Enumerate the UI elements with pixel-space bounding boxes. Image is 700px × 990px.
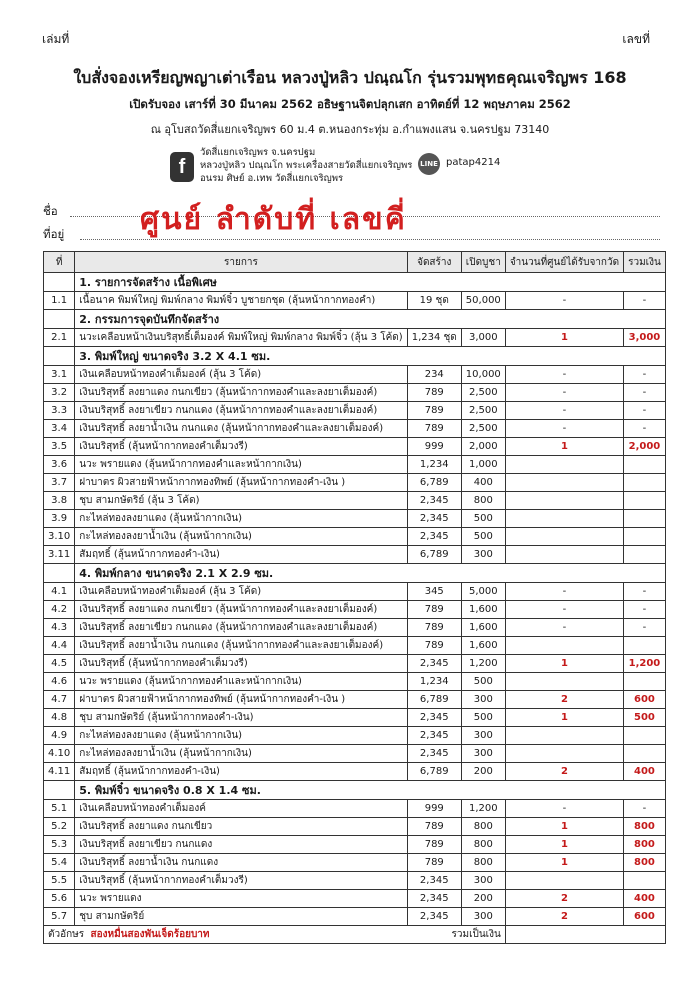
table-row bbox=[44, 854, 666, 872]
row-item: กะไหล่ทองลงยาน้ำเงิน (ลุ้นหน้ากากเงิน) bbox=[75, 528, 407, 546]
row-qty[interactable]: - bbox=[505, 583, 623, 601]
table-row bbox=[44, 528, 666, 546]
row-price: 3,000 bbox=[461, 329, 505, 347]
row-item: เงินบริสุทธิ์ ลงยาเขียว กนกแดง bbox=[75, 836, 407, 854]
table-row bbox=[44, 438, 666, 456]
row-item: สัมฤทธิ์ (ลุ้นหน้ากากทองคำ-เงิน) bbox=[75, 763, 407, 781]
facebook-line: หลวงปู่หลิว ปณฺณโก พระเครื่องสายวัดสี่แยกเจริญพร bbox=[200, 160, 413, 171]
table-row bbox=[44, 691, 666, 709]
row-no: 1.1 bbox=[44, 292, 75, 310]
row-price: 200 bbox=[461, 890, 505, 908]
row-price: 2,500 bbox=[461, 420, 505, 438]
row-price: 500 bbox=[461, 673, 505, 691]
col-no-header: ที่ bbox=[44, 252, 75, 273]
section-spacer bbox=[44, 564, 75, 583]
order-table bbox=[43, 251, 666, 944]
row-price: 1,600 bbox=[461, 619, 505, 637]
row-total[interactable] bbox=[624, 637, 666, 655]
book-number-label: เล่มที่ bbox=[42, 32, 70, 46]
row-total[interactable]: 2,000 bbox=[624, 438, 666, 456]
table-row bbox=[44, 292, 666, 310]
table-row bbox=[44, 366, 666, 384]
row-total[interactable] bbox=[624, 528, 666, 546]
row-total[interactable]: - bbox=[624, 583, 666, 601]
table-row bbox=[44, 872, 666, 890]
row-total[interactable] bbox=[624, 510, 666, 528]
row-made: 789 bbox=[407, 384, 461, 402]
row-qty[interactable]: - bbox=[505, 619, 623, 637]
section-spacer bbox=[44, 347, 75, 366]
col-qty-header: จำนวนที่ศูนย์ได้รับจากวัด bbox=[505, 252, 623, 273]
row-total[interactable] bbox=[624, 727, 666, 745]
row-price: 2,500 bbox=[461, 402, 505, 420]
row-price: 50,000 bbox=[461, 292, 505, 310]
row-qty[interactable]: - bbox=[505, 366, 623, 384]
row-total[interactable] bbox=[624, 492, 666, 510]
table-row bbox=[44, 818, 666, 836]
section-spacer bbox=[44, 310, 75, 329]
row-price: 300 bbox=[461, 872, 505, 890]
row-item: เงินบริสุทธิ์ ลงยาแดง กนกเขียว (ลุ้นหน้ากากทองคำและลงยาเต็มองค์) bbox=[75, 601, 407, 619]
row-price: 300 bbox=[461, 908, 505, 926]
row-no: 4.11 bbox=[44, 763, 75, 781]
row-qty[interactable]: - bbox=[505, 800, 623, 818]
row-total[interactable]: 800 bbox=[624, 818, 666, 836]
row-no: 4.6 bbox=[44, 673, 75, 691]
row-made: 2,345 bbox=[407, 510, 461, 528]
row-item: สัมฤทธิ์ (ลุ้นหน้ากากทองคำ-เงิน) bbox=[75, 546, 407, 564]
row-price: 1,200 bbox=[461, 800, 505, 818]
row-made: 2,345 bbox=[407, 745, 461, 763]
row-item: นวะ พรายแดง bbox=[75, 890, 407, 908]
row-qty[interactable]: - bbox=[505, 384, 623, 402]
row-made: 2,345 bbox=[407, 655, 461, 673]
row-made: 789 bbox=[407, 420, 461, 438]
row-made: 2,345 bbox=[407, 727, 461, 745]
row-price: 800 bbox=[461, 854, 505, 872]
row-qty[interactable] bbox=[505, 492, 623, 510]
row-qty[interactable]: 1 bbox=[505, 854, 623, 872]
row-total[interactable]: - bbox=[624, 292, 666, 310]
table-row bbox=[44, 510, 666, 528]
row-qty[interactable] bbox=[505, 637, 623, 655]
name-label: ชื่อ bbox=[43, 204, 58, 218]
section-row bbox=[44, 273, 666, 292]
letters-value: สองหมื่นสองพันเจ็ดร้อยบาท bbox=[90, 929, 210, 940]
row-no: 4.3 bbox=[44, 619, 75, 637]
row-item: นวะ พรายแดง (ลุ้นหน้ากากทองคำและหน้ากากเงิน) bbox=[75, 673, 407, 691]
total-label: รวมเป็นเงิน bbox=[451, 929, 501, 940]
row-qty[interactable]: - bbox=[505, 601, 623, 619]
row-no: 4.10 bbox=[44, 745, 75, 763]
row-item: เงินบริสุทธิ์ ลงยาน้ำเงิน กนกแดง (ลุ้นหน้ากากทองคำและลงยาเต็มองค์) bbox=[75, 420, 407, 438]
row-qty[interactable]: 1 bbox=[505, 438, 623, 456]
address-label: ที่อยู่ bbox=[43, 227, 65, 241]
table-row bbox=[44, 655, 666, 673]
total-value[interactable] bbox=[505, 926, 665, 944]
line-id: patap4214 bbox=[446, 157, 501, 168]
row-made: 2,345 bbox=[407, 709, 461, 727]
row-no: 3.2 bbox=[44, 384, 75, 402]
row-item: เงินบริสุทธิ์ ลงยาน้ำเงิน กนกแดง bbox=[75, 854, 407, 872]
row-price: 300 bbox=[461, 727, 505, 745]
row-item: กะไหล่ทองลงยาแดง (ลุ้นหน้ากากเงิน) bbox=[75, 510, 407, 528]
row-made: 789 bbox=[407, 836, 461, 854]
row-total[interactable]: - bbox=[624, 601, 666, 619]
row-made: 789 bbox=[407, 818, 461, 836]
address-subtitle: ณ อุโบสถวัดสี่แยกเจริญพร 60 ม.4 ต.หนองกระทุ่ม อ.กำแพงแสน จ.นครปฐม 73140 bbox=[150, 123, 550, 136]
row-no: 4.7 bbox=[44, 691, 75, 709]
row-no: 3.11 bbox=[44, 546, 75, 564]
table-row bbox=[44, 601, 666, 619]
row-qty[interactable] bbox=[505, 456, 623, 474]
row-total[interactable] bbox=[624, 673, 666, 691]
row-price: 200 bbox=[461, 763, 505, 781]
row-total[interactable]: 800 bbox=[624, 854, 666, 872]
row-price: 2,000 bbox=[461, 438, 505, 456]
row-item: เนื้อนาค พิมพ์ใหญ่ พิมพ์กลาง พิมพ์จิ๋ว บูชายกชุด (ลุ้นหน้ากากทองคำ) bbox=[75, 292, 407, 310]
row-price: 500 bbox=[461, 510, 505, 528]
letters-label: ตัวอักษร bbox=[48, 929, 85, 940]
table-row bbox=[44, 709, 666, 727]
row-qty[interactable] bbox=[505, 673, 623, 691]
red-stamp: ศูนย์ ลำดับที่ เลขคี่ bbox=[140, 202, 407, 237]
row-made: 6,789 bbox=[407, 474, 461, 492]
table-row bbox=[44, 492, 666, 510]
row-qty[interactable]: 1 bbox=[505, 655, 623, 673]
row-item: นวะ พรายแดง (ลุ้นหน้ากากทองคำและหน้ากากเงิน) bbox=[75, 456, 407, 474]
row-made: 1,234 bbox=[407, 456, 461, 474]
row-no: 3.10 bbox=[44, 528, 75, 546]
row-item: ฝาบาตร ผิวสายฟ้าหน้ากากทองทิพย์ (ลุ้นหน้ากากทองคำ-เงิน ) bbox=[75, 691, 407, 709]
row-total[interactable]: 3,000 bbox=[624, 329, 666, 347]
table-row bbox=[44, 745, 666, 763]
row-price: 800 bbox=[461, 492, 505, 510]
facebook-text bbox=[200, 146, 412, 185]
row-no: 3.4 bbox=[44, 420, 75, 438]
row-made: 6,789 bbox=[407, 546, 461, 564]
facebook-line: วัดสี่แยกเจริญพร จ.นครปฐม bbox=[200, 147, 316, 158]
row-total[interactable]: 500 bbox=[624, 709, 666, 727]
section-row bbox=[44, 781, 666, 800]
row-qty[interactable]: - bbox=[505, 402, 623, 420]
row-made: 999 bbox=[407, 438, 461, 456]
col-price-header: เปิดบูชา bbox=[461, 252, 505, 273]
row-no: 5.2 bbox=[44, 818, 75, 836]
col-total-header: รวมเงิน bbox=[624, 252, 666, 273]
row-item: เงินเคลือบหน้าทองคำเต็มองค์ (ลุ้น 3 โค้ด) bbox=[75, 583, 407, 601]
row-price: 10,000 bbox=[461, 366, 505, 384]
row-made: 789 bbox=[407, 402, 461, 420]
table-row bbox=[44, 800, 666, 818]
row-price: 1,200 bbox=[461, 655, 505, 673]
table-row bbox=[44, 763, 666, 781]
row-item: ชุบ สามกษัตริย์ (ลุ้น 3 โค้ด) bbox=[75, 492, 407, 510]
row-total[interactable] bbox=[624, 546, 666, 564]
row-qty[interactable]: - bbox=[505, 420, 623, 438]
col-made-header: จัดสร้าง bbox=[407, 252, 461, 273]
row-qty[interactable]: 2 bbox=[505, 763, 623, 781]
row-qty[interactable]: 1 bbox=[505, 329, 623, 347]
section-spacer bbox=[44, 781, 75, 800]
row-no: 3.8 bbox=[44, 492, 75, 510]
amount-in-words bbox=[44, 926, 506, 944]
dates-subtitle: เปิดรับจอง เสาร์ที่ 30 มีนาคม 2562 อธิษฐานจิตปลุกเสก อาทิตย์ที่ 12 พฤษภาคม 2562 bbox=[129, 97, 571, 111]
row-qty[interactable]: 2 bbox=[505, 691, 623, 709]
row-item: เงินเคลือบหน้าทองคำเต็มองค์ bbox=[75, 800, 407, 818]
row-item: ชุบ สามกษัตริย์ bbox=[75, 908, 407, 926]
row-qty[interactable]: 1 bbox=[505, 836, 623, 854]
table-row bbox=[44, 456, 666, 474]
row-total[interactable]: - bbox=[624, 800, 666, 818]
table-row bbox=[44, 637, 666, 655]
row-price: 1,000 bbox=[461, 456, 505, 474]
row-no: 3.5 bbox=[44, 438, 75, 456]
table-row bbox=[44, 402, 666, 420]
row-total[interactable]: 400 bbox=[624, 890, 666, 908]
row-made: 2,345 bbox=[407, 872, 461, 890]
table-header-row bbox=[44, 252, 666, 273]
row-price: 1,600 bbox=[461, 637, 505, 655]
row-no: 5.6 bbox=[44, 890, 75, 908]
table-footer-row bbox=[44, 926, 666, 944]
table-row bbox=[44, 420, 666, 438]
row-qty[interactable] bbox=[505, 727, 623, 745]
row-made: 1,234 bbox=[407, 673, 461, 691]
row-made: 2,345 bbox=[407, 492, 461, 510]
row-no: 2.1 bbox=[44, 329, 75, 347]
table-body bbox=[44, 273, 666, 926]
row-no: 4.5 bbox=[44, 655, 75, 673]
section-row bbox=[44, 310, 666, 329]
row-total[interactable]: 600 bbox=[624, 691, 666, 709]
row-total[interactable] bbox=[624, 474, 666, 492]
row-total[interactable]: - bbox=[624, 384, 666, 402]
row-made: 6,789 bbox=[407, 763, 461, 781]
row-total[interactable]: - bbox=[624, 402, 666, 420]
section-label: 3. พิมพ์ใหญ่ ขนาดจริง 3.2 X 4.1 ซม. bbox=[75, 347, 666, 366]
line-app-icon: LINE bbox=[418, 153, 440, 175]
section-label: 1. รายการจัดสร้าง เนื้อพิเศษ bbox=[75, 273, 666, 292]
row-qty[interactable]: - bbox=[505, 292, 623, 310]
facebook-icon: f bbox=[170, 152, 194, 182]
row-item: เงินบริสุทธิ์ ลงยาน้ำเงิน กนกแดง (ลุ้นหน้ากากทองคำและลงยาเต็มองค์) bbox=[75, 637, 407, 655]
section-label: 4. พิมพ์กลาง ขนาดจริง 2.1 X 2.9 ซม. bbox=[75, 564, 666, 583]
serial-number-label: เลขที่ bbox=[622, 32, 650, 46]
section-spacer bbox=[44, 273, 75, 292]
row-qty[interactable] bbox=[505, 745, 623, 763]
row-total[interactable]: 400 bbox=[624, 763, 666, 781]
row-no: 5.3 bbox=[44, 836, 75, 854]
row-item: เงินเคลือบหน้าทองคำเต็มองค์ (ลุ้น 3 โค้ด) bbox=[75, 366, 407, 384]
row-qty[interactable] bbox=[505, 510, 623, 528]
row-qty[interactable] bbox=[505, 872, 623, 890]
row-total[interactable]: 1,200 bbox=[624, 655, 666, 673]
row-no: 3.9 bbox=[44, 510, 75, 528]
row-item: เงินบริสุทธิ์ (ลุ้นหน้ากากทองคำเต็มวงรี) bbox=[75, 872, 407, 890]
table-row bbox=[44, 329, 666, 347]
row-price: 300 bbox=[461, 745, 505, 763]
row-qty[interactable] bbox=[505, 474, 623, 492]
row-made: 2,345 bbox=[407, 908, 461, 926]
row-qty[interactable]: 1 bbox=[505, 709, 623, 727]
row-made: 789 bbox=[407, 619, 461, 637]
row-made: 789 bbox=[407, 637, 461, 655]
contact-block bbox=[170, 146, 550, 194]
row-item: เงินบริสุทธิ์ (ลุ้นหน้ากากทองคำเต็มวงรี) bbox=[75, 655, 407, 673]
table-row bbox=[44, 673, 666, 691]
row-total[interactable]: 600 bbox=[624, 908, 666, 926]
row-item: เงินบริสุทธิ์ ลงยาแดง กนกเขียว (ลุ้นหน้ากากทองคำและลงยาเต็มองค์) bbox=[75, 384, 407, 402]
facebook-line: อนรม ศิษย์ อ.เทพ วัดสี่แยกเจริญพร bbox=[200, 173, 344, 184]
row-item: ฝาบาตร ผิวสายฟ้าหน้ากากทองทิพย์ (ลุ้นหน้ากากทองคำ-เงิน ) bbox=[75, 474, 407, 492]
row-qty[interactable] bbox=[505, 528, 623, 546]
row-price: 2,500 bbox=[461, 384, 505, 402]
row-price: 500 bbox=[461, 528, 505, 546]
row-total[interactable]: - bbox=[624, 619, 666, 637]
table-row bbox=[44, 384, 666, 402]
row-price: 1,600 bbox=[461, 601, 505, 619]
section-row bbox=[44, 564, 666, 583]
row-item: นวะเคลือบหน้าเงินบริสุทธิ์เต็มองค์ พิมพ์ใหญ่ พิมพ์กลาง พิมพ์จิ๋ว (ลุ้น 3 โค้ด) bbox=[75, 329, 407, 347]
col-item-header: รายการ bbox=[75, 252, 407, 273]
row-made: 345 bbox=[407, 583, 461, 601]
row-qty[interactable] bbox=[505, 546, 623, 564]
row-price: 400 bbox=[461, 474, 505, 492]
row-total[interactable] bbox=[624, 872, 666, 890]
row-total[interactable]: 800 bbox=[624, 836, 666, 854]
row-total[interactable]: - bbox=[624, 366, 666, 384]
row-no: 4.1 bbox=[44, 583, 75, 601]
row-price: 800 bbox=[461, 836, 505, 854]
row-no: 5.4 bbox=[44, 854, 75, 872]
row-no: 4.2 bbox=[44, 601, 75, 619]
row-total[interactable] bbox=[624, 456, 666, 474]
row-no: 5.5 bbox=[44, 872, 75, 890]
row-price: 800 bbox=[461, 818, 505, 836]
table-row bbox=[44, 546, 666, 564]
row-made: 789 bbox=[407, 854, 461, 872]
row-qty[interactable]: 2 bbox=[505, 890, 623, 908]
row-no: 3.6 bbox=[44, 456, 75, 474]
row-item: เงินบริสุทธิ์ ลงยาเขียว กนกแดง (ลุ้นหน้ากากทองคำและลงยาเต็มองค์) bbox=[75, 619, 407, 637]
row-made: 234 bbox=[407, 366, 461, 384]
row-made: 6,789 bbox=[407, 691, 461, 709]
row-no: 3.1 bbox=[44, 366, 75, 384]
row-no: 3.7 bbox=[44, 474, 75, 492]
page-title: ใบสั่งจองเหรียญพญาเต่าเรือน หลวงปู่หลิว ปณฺณโก รุ่นรวมพุทธคุณเจริญพร 168 bbox=[73, 68, 627, 87]
row-no: 5.1 bbox=[44, 800, 75, 818]
row-no: 4.8 bbox=[44, 709, 75, 727]
row-item: กะไหล่ทองลงยาน้ำเงิน (ลุ้นหน้ากากเงิน) bbox=[75, 745, 407, 763]
row-made: 2,345 bbox=[407, 528, 461, 546]
row-no: 3.3 bbox=[44, 402, 75, 420]
row-item: เงินบริสุทธิ์ (ลุ้นหน้ากากทองคำเต็มวงรี) bbox=[75, 438, 407, 456]
row-price: 500 bbox=[461, 709, 505, 727]
row-price: 5,000 bbox=[461, 583, 505, 601]
row-no: 4.4 bbox=[44, 637, 75, 655]
table-row bbox=[44, 619, 666, 637]
section-row bbox=[44, 347, 666, 366]
row-item: ชุบ สามกษัตริย์ (ลุ้นหน้ากากทองคำ-เงิน) bbox=[75, 709, 407, 727]
row-made: 789 bbox=[407, 601, 461, 619]
section-label: 2. กรรมการจุดบันทึกจัดสร้าง bbox=[75, 310, 666, 329]
table-row bbox=[44, 727, 666, 745]
row-made: 999 bbox=[407, 800, 461, 818]
table-row bbox=[44, 908, 666, 926]
row-made: 2,345 bbox=[407, 890, 461, 908]
row-price: 300 bbox=[461, 691, 505, 709]
table-row bbox=[44, 836, 666, 854]
row-item: เงินบริสุทธิ์ ลงยาเขียว กนกแดง (ลุ้นหน้ากากทองคำและลงยาเต็มองค์) bbox=[75, 402, 407, 420]
table-row bbox=[44, 474, 666, 492]
section-label: 5. พิมพ์จิ๋ว ขนาดจริง 0.8 X 1.4 ซม. bbox=[75, 781, 666, 800]
row-item: เงินบริสุทธิ์ ลงยาแดง กนกเขียว bbox=[75, 818, 407, 836]
row-total[interactable]: - bbox=[624, 420, 666, 438]
row-made: 1,234 ชุด bbox=[407, 329, 461, 347]
table-row bbox=[44, 583, 666, 601]
row-price: 300 bbox=[461, 546, 505, 564]
row-qty[interactable]: 1 bbox=[505, 818, 623, 836]
row-qty[interactable]: 2 bbox=[505, 908, 623, 926]
row-made: 19 ชุด bbox=[407, 292, 461, 310]
row-item: กะไหล่ทองลงยาแดง (ลุ้นหน้ากากเงิน) bbox=[75, 727, 407, 745]
row-total[interactable] bbox=[624, 745, 666, 763]
row-no: 5.7 bbox=[44, 908, 75, 926]
row-no: 4.9 bbox=[44, 727, 75, 745]
table-row bbox=[44, 890, 666, 908]
